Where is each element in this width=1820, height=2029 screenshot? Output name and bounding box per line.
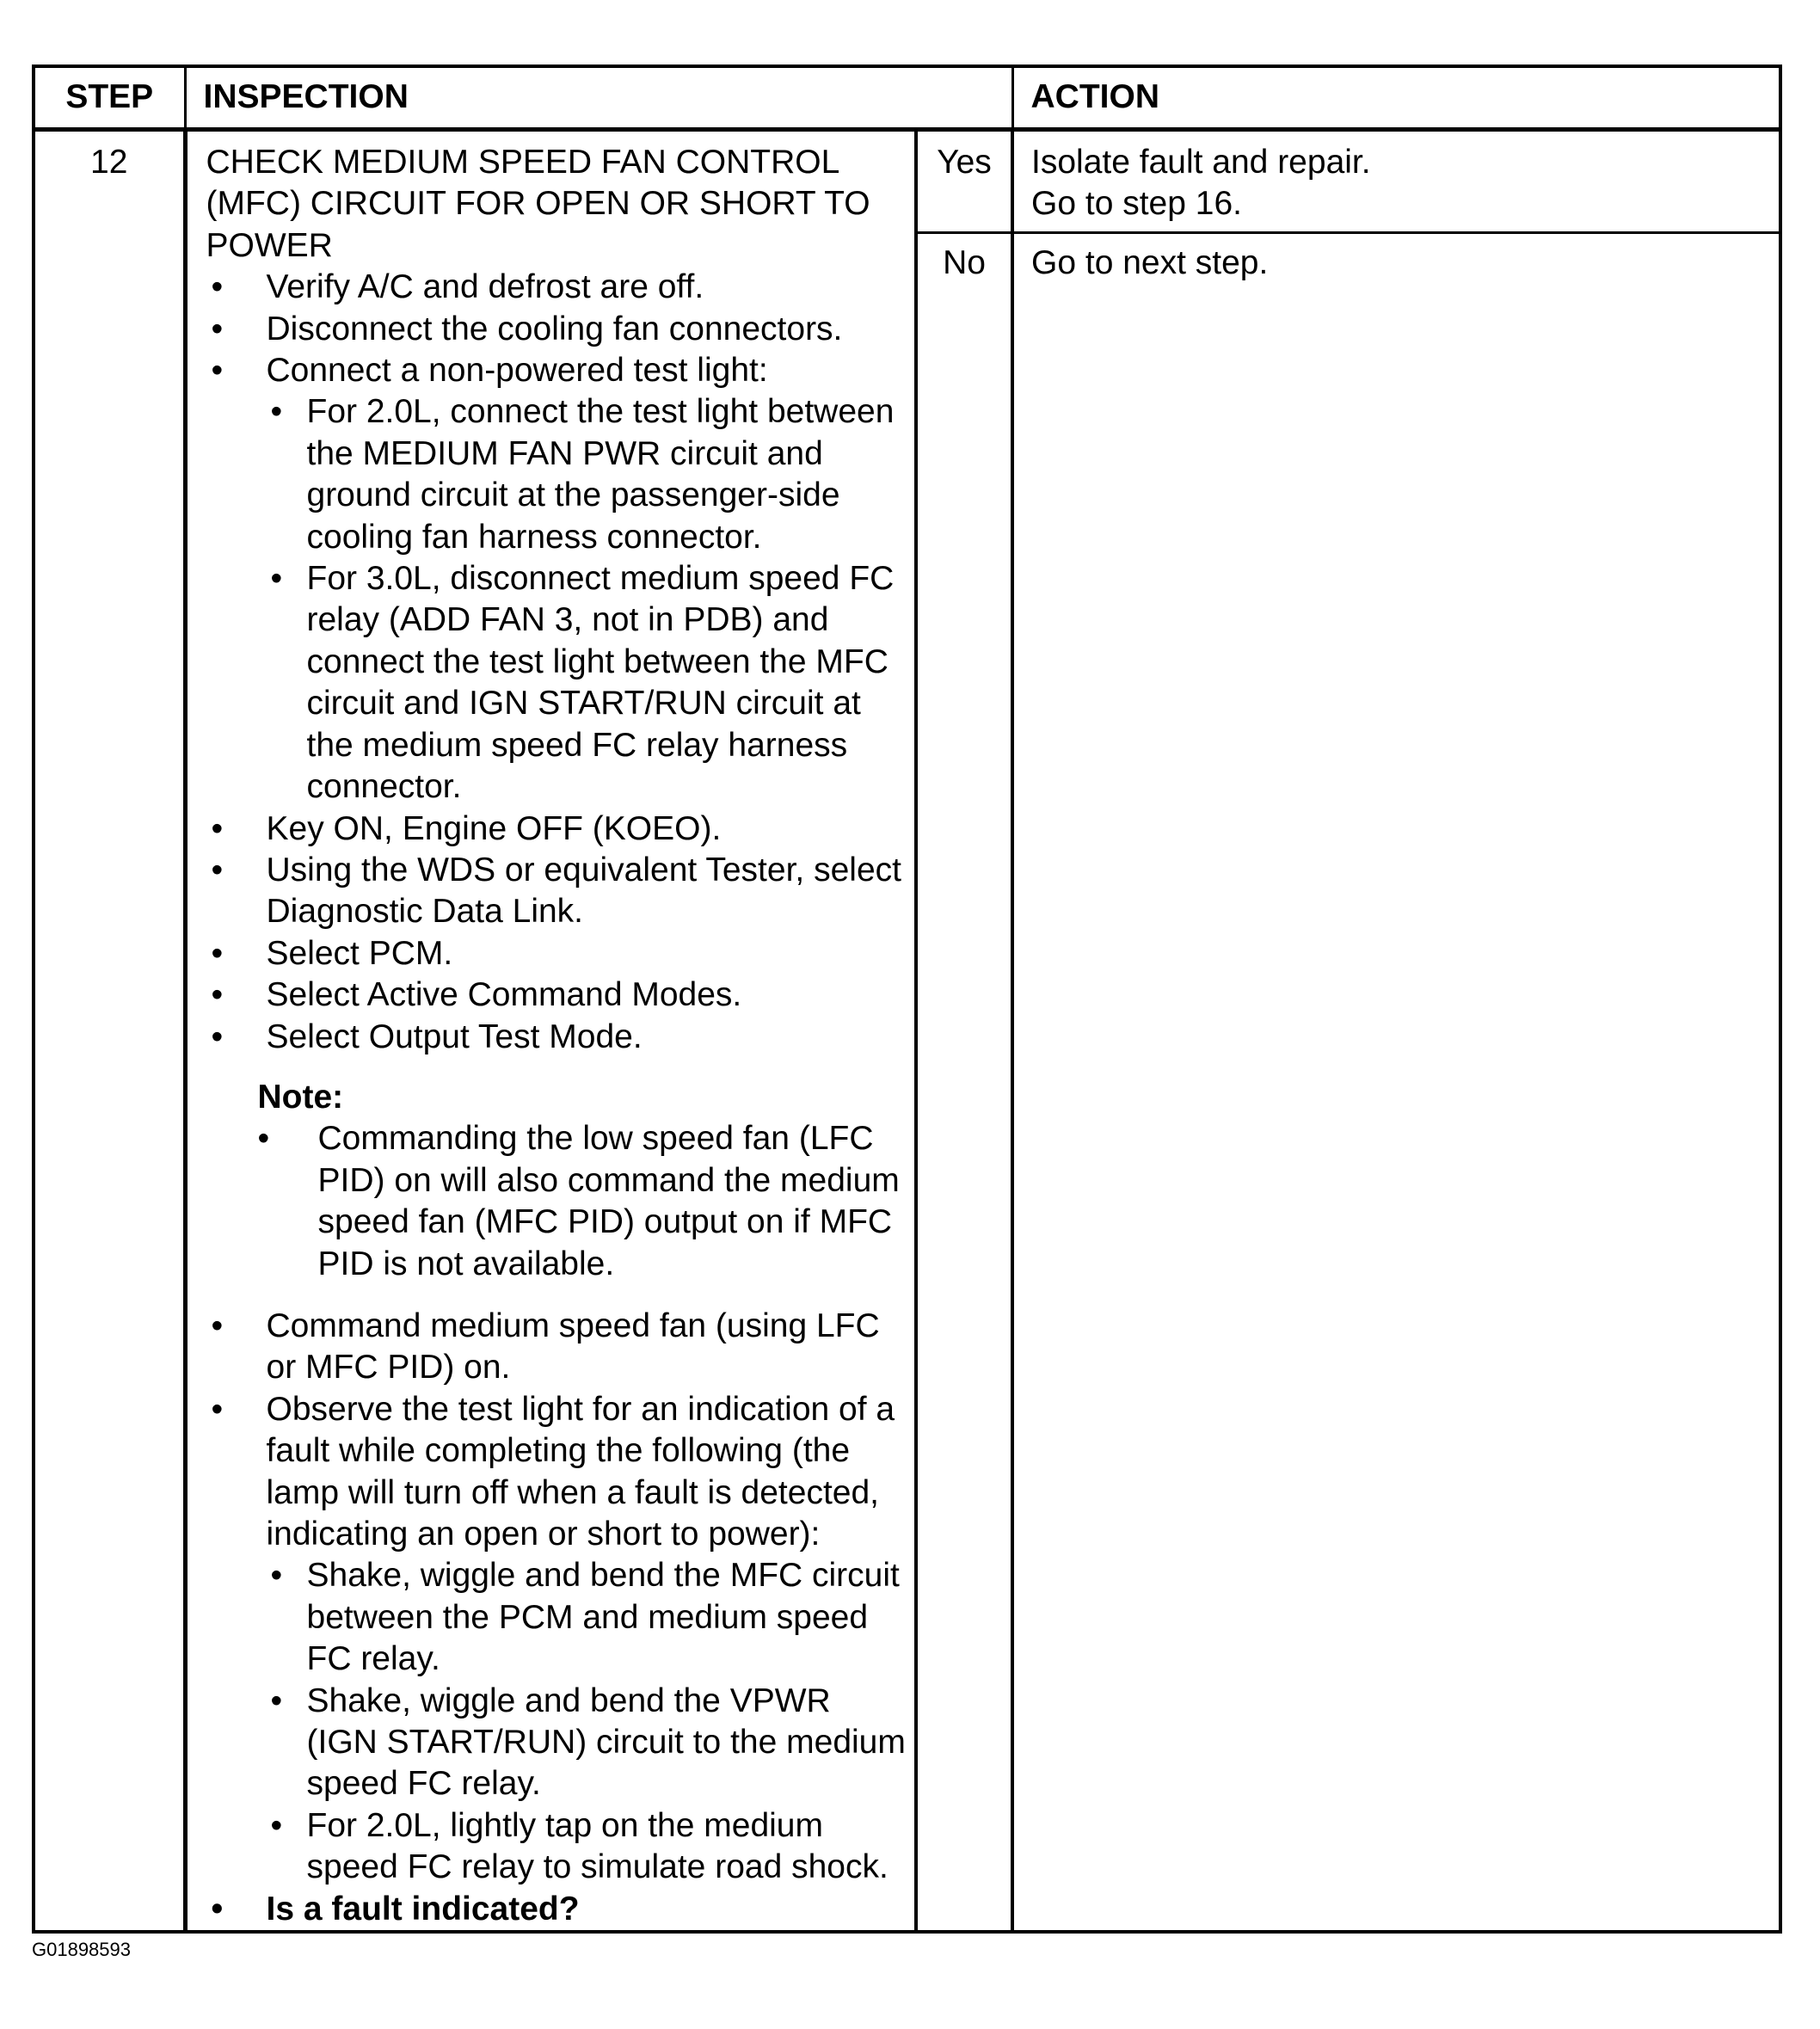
list-item: • Verify A/C and defrost are off. [206,267,907,308]
diagnostic-table [32,65,1782,1934]
list-item: • Using the WDS or equivalent Tester, select Diagnostic Data Link. [206,850,907,933]
list-item [206,1389,907,1889]
yes-action [1012,130,1780,233]
sub-list-item: • For 2.0L, connect the test light between the MEDIUM FAN PWR circuit and ground circuit at the passenger-side cooling fan harness connector. [267,391,907,558]
header-row [34,66,1780,130]
list-item: • Command medium speed fan (using LFC or MFC PID) on. [206,1306,907,1389]
step-number: 12 [34,130,185,1933]
note-list [258,1118,907,1285]
table-row [34,130,1780,233]
list-item: • Select PCM. [206,933,907,975]
sub-list [267,1555,907,1888]
figure-id: G01898593 [32,1939,131,1960]
note-label: Note: [257,1078,344,1116]
inspection-cell [185,130,916,1933]
yes-label: Yes [916,130,1012,233]
list-item: • Disconnect the cooling fan connectors. [206,309,907,350]
inspection-steps-continued [206,1306,907,1930]
list-item: • Select Output Test Mode. [206,1017,907,1058]
inspection-steps [206,267,907,1058]
sub-list-item: • For 3.0L, disconnect medium speed FC relay (ADD FAN 3, not in PDB) and connect the test light between the MFC circuit and IGN START/RUN circuit at the medium speed FC relay harness connector. [267,558,907,808]
sub-list-item: • Shake, wiggle and bend the VPWR (IGN START/RUN) circuit to the medium speed FC relay. [267,1681,907,1805]
sub-list-item: • Shake, wiggle and bend the MFC circuit between the PCM and medium speed FC relay. [267,1555,907,1680]
list-item: • Select Active Command Modes. [206,975,907,1016]
yes-action-line: Go to step 16. [1031,185,1242,223]
note-item: • Commanding the low speed fan (LFC PID) on will also command the medium speed fan (MFC PID) output on if MFC PID is not available. [258,1118,907,1285]
yes-action-line: Isolate fault and repair. [1031,144,1371,181]
sub-list [267,391,907,808]
no-action: Go to next step. [1012,233,1780,1933]
sub-list-item: • For 2.0L, lightly tap on the medium speed FC relay to simulate road shock. [267,1805,907,1889]
inspection-title: CHECK MEDIUM SPEED FAN CONTROL (MFC) CIRCUIT FOR OPEN OR SHORT TO POWER [206,144,870,264]
header-action: ACTION [1012,66,1780,130]
question-item: • Is a fault indicated? [206,1889,907,1930]
note-block [258,1077,907,1285]
no-label: No [916,233,1012,1933]
header-step: STEP [34,66,185,130]
header-inspection: INSPECTION [185,66,1012,130]
list-item [206,350,907,808]
list-item-text: Observe the test light for an indication of a fault while completing the following (the lamp will turn off when a fault is detected, indicating an open or short to power): [266,1390,895,1552]
list-item-text: Connect a non-powered test light: [266,352,768,390]
list-item: • Key ON, Engine OFF (KOEO). [206,809,907,850]
